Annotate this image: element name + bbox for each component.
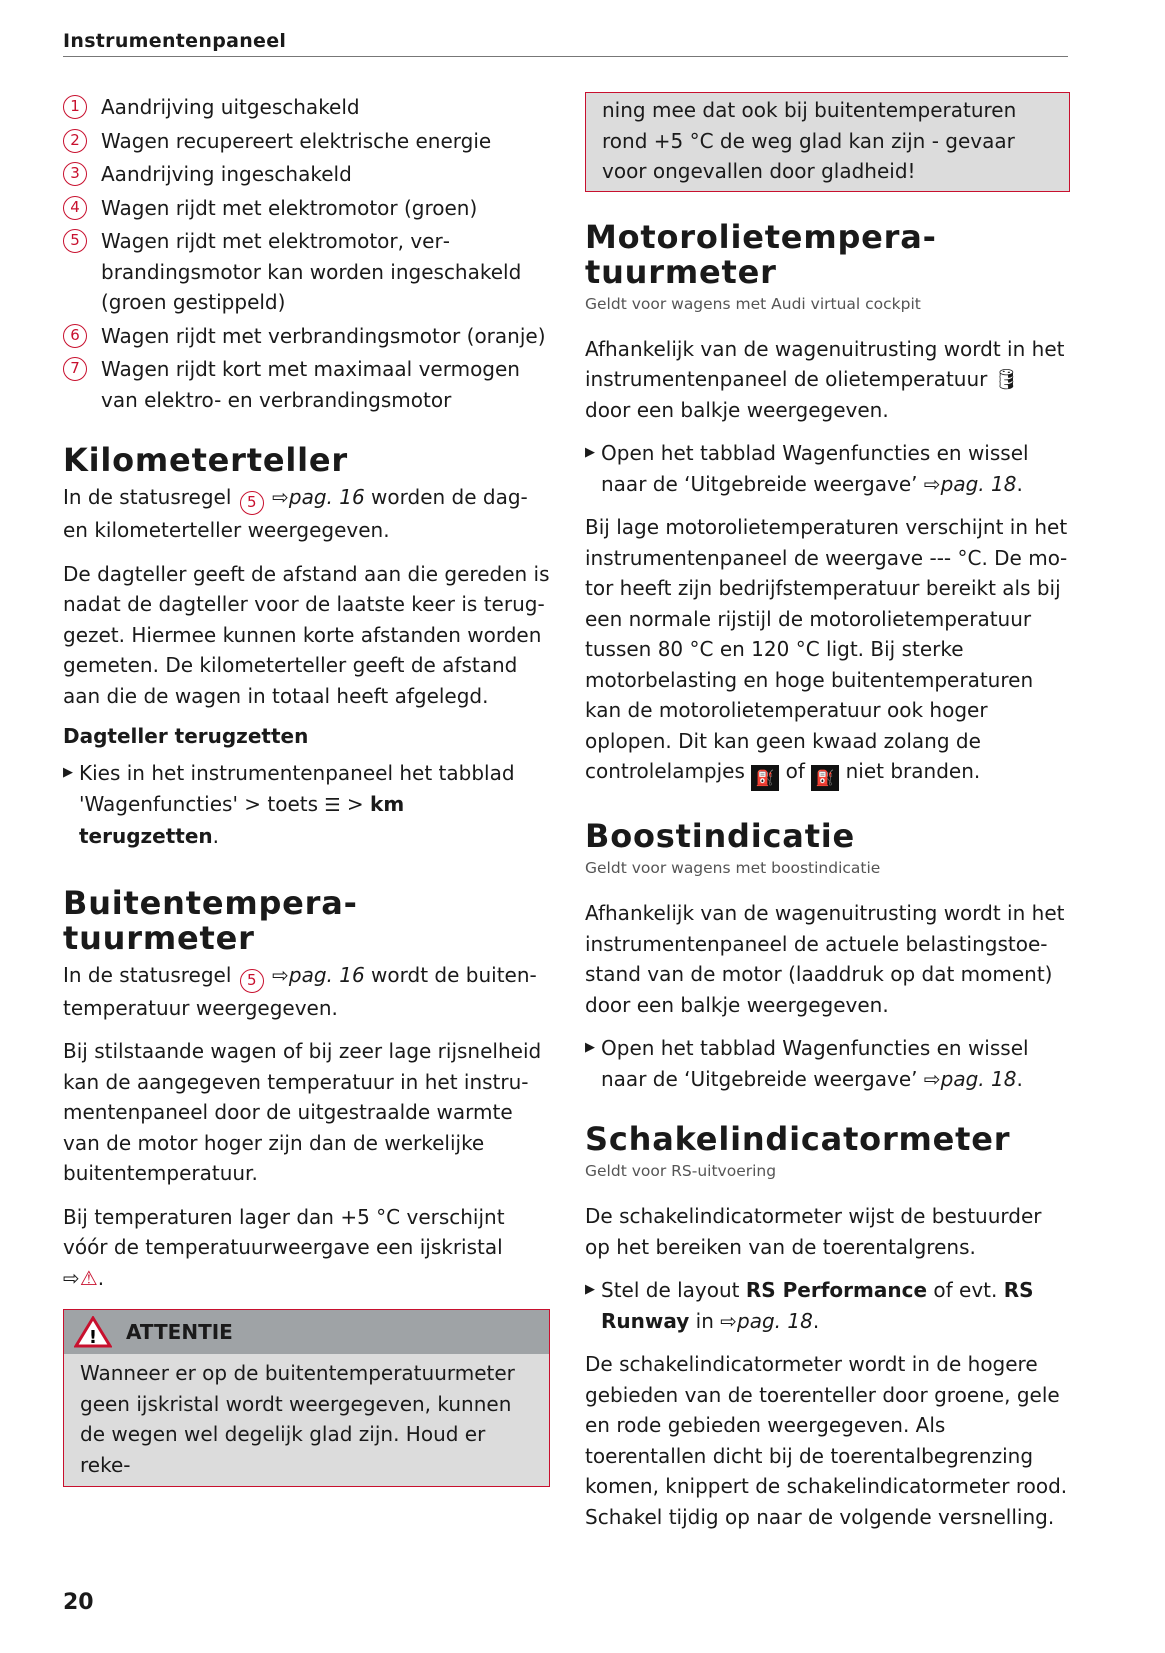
page-link[interactable]: pag. 18 xyxy=(940,471,1017,496)
section-title-km: Kilometerteller xyxy=(63,441,348,479)
arrow-ref-icon: ⇨ xyxy=(272,485,289,509)
section-title-oil: Motorolietempera- tuurmeter xyxy=(585,217,937,291)
oil-temp-icon: 🛢 xyxy=(993,367,1020,391)
warning-title: ATTENTIE xyxy=(126,1320,233,1344)
warning-text: Wanneer er op de buitentemperatuurmeter geen ijskristal wordt weergegeven, kunnen de wegen wel degelijk glad zijn. Houd er reke- xyxy=(64,1354,549,1486)
step-reset: ▶ Kies in het instrumentenpaneel het tabblad 'Wagenfuncties' > toets ☰ > km terugzetten. xyxy=(63,758,550,852)
legend-text: Wagen rijdt met elektromotor, verbrandingsmotor kan worden ingeschakeld (groen gestippeld) xyxy=(101,229,522,314)
km-p1: In de statusregel 5 ⇨pag. 16 worden de dag- en kilometerteller weergegeven. xyxy=(63,485,528,542)
legend-item xyxy=(63,321,550,352)
legend-text: Wagen recupereert elektrische energie xyxy=(101,128,492,153)
right-column xyxy=(585,92,1070,1545)
warning-triangle-icon xyxy=(74,1316,112,1348)
legend-item xyxy=(63,193,550,224)
callout-number: 7 xyxy=(63,357,87,381)
callout-number: 2 xyxy=(63,129,87,153)
applies-note: Geldt voor wagens met boostindicatie xyxy=(585,859,881,877)
page-number: 20 xyxy=(63,1590,94,1615)
step-triangle-icon: ▶ xyxy=(585,445,595,460)
section-title-shift: Schakelindicatormeter xyxy=(585,1120,1011,1158)
menu-button-icon: ☰ xyxy=(324,794,341,816)
legend-item xyxy=(63,354,550,415)
callout-number: 1 xyxy=(63,95,87,119)
warning-box-continued: ning mee dat ook bij buitentemperaturen rond +5 °C de weg glad kan zijn - gevaar voor ongevallen door gladheid! xyxy=(585,92,1070,192)
km-p2: De dagteller geeft de afstand aan die gereden is nadat de dagteller voor de laatste keer is teruggezet. Hiermee kunnen korte afstanden worden gemeten. De kilometerteller geeft de afstand aan die de wagen in totaal heeft afgelegd. xyxy=(63,561,550,708)
left-column xyxy=(63,92,550,1503)
page-link[interactable]: pag. 18 xyxy=(737,1308,813,1333)
boost-p1: Afhankelijk van de wagenuitrusting wordt in het instrumentenpaneel de actuele belastingstoestand van de motor (laaddruk op dat moment) door een balkje weergegeven. xyxy=(585,901,1065,1017)
applies-note: Geldt voor RS-uitvoering xyxy=(585,1162,777,1180)
step-triangle-icon: ▶ xyxy=(63,765,73,780)
legend-item xyxy=(63,126,550,157)
warning-triangle-icon: ⚠ xyxy=(79,1265,98,1290)
shift-p1: De schakelindicatormeter wijst de bestuurder op het bereiken van de toerentalgrens. xyxy=(585,1204,1042,1259)
section-title-boost: Boostindicatie xyxy=(585,817,856,855)
oil-warning-yellow-icon: ⛽ xyxy=(811,765,839,791)
running-header: Instrumentenpaneel xyxy=(63,30,1068,57)
legend-text: Wagen rijdt kort met maximaal vermogen van elektro- en verbrandingsmotor xyxy=(101,357,520,412)
step-shift: ▶ Stel de layout RS Performance of evt. RS Runway in ⇨pag. 18. xyxy=(585,1275,1070,1336)
svg-text:!: ! xyxy=(88,1327,98,1348)
legend-item xyxy=(63,92,550,123)
callout-number: 3 xyxy=(63,162,87,186)
callout-number: 5 xyxy=(63,229,87,253)
callout-number: 6 xyxy=(63,324,87,348)
callout-5: 5 xyxy=(240,491,264,515)
arrow-ref-icon: ⇨ xyxy=(272,962,289,987)
shift-p2: De schakelindicatormeter wordt in de hogere gebieden van de toerenteller door groene, gele en rode gebieden weergegeven. Als toerentallen dicht bij de toerentalbegrenzing komen, knippert de schakelindicatormeter rood. Schakel tijdig op naar de volgende versnelling. xyxy=(585,1352,1068,1529)
legend-text: Wagen rijdt met elektromotor (groen) xyxy=(101,195,478,220)
bt-p2: Bij stilstaande wagen of bij zeer lage rijsnelheid kan de aangegeven temperatuur in het instrumentenpaneel door de uitgestraalde warmte van de motor hoger zijn dan de werkelijke buitentemperatuur. xyxy=(63,1039,542,1185)
page-link[interactable]: pag. 16 xyxy=(288,962,365,987)
step-boost: ▶ Open het tabblad Wagenfuncties en wissel naar de ‘Uitgebreide weergave’ ⇨pag. 18. xyxy=(585,1033,1070,1094)
page-link[interactable]: pag. 16 xyxy=(288,485,365,509)
step-triangle-icon: ▶ xyxy=(585,1040,595,1055)
step-oil: ▶ Open het tabblad Wagenfuncties en wissel naar de ‘Uitgebreide weergave’ ⇨pag. 18. xyxy=(585,438,1070,499)
bt-p1: In de statusregel 5 ⇨pag. 16 wordt de buitentemperatuur weergegeven. xyxy=(63,962,537,1020)
legend-text: Wagen rijdt met verbrandingsmotor (oranje) xyxy=(101,323,546,348)
bt-p3: Bij temperaturen lager dan +5 °C verschijnt vóór de temperatuurweergave een ijskristal ⇨⚠. xyxy=(63,1204,505,1290)
legend-text: Aandrijving ingeschakeld xyxy=(101,162,352,186)
callout-5: 5 xyxy=(240,969,264,993)
legend-list xyxy=(63,92,550,415)
oil-p2: Bij lage motorolietemperaturen verschijnt in het instrumentenpaneel de weergave --- °C. De motor heeft zijn bedrijfstemperatuur bereikt als bij een normale rijstijl de motorolietemperatuur tussen 80 °C en 120 °C ligt. Bij sterke motorbelasting en hoge buitentemperaturen kan de motorolietemperatuur ook hoger oplopen. Dit kan geen kwaad zolang de controlelampjes ⛽ of ⛽ niet branden. xyxy=(585,512,1070,791)
legend-item xyxy=(63,226,550,318)
legend-item xyxy=(63,159,550,190)
page-link[interactable]: pag. 18 xyxy=(940,1066,1017,1091)
warning-box xyxy=(63,1309,550,1487)
section-title-outside-temp: Buitentempera- tuurmeter xyxy=(63,883,358,957)
step-triangle-icon: ▶ xyxy=(585,1282,595,1297)
legend-text: Aandrijving uitgeschakeld xyxy=(101,95,360,119)
subtitle-reset: Dagteller terugzetten xyxy=(63,724,309,748)
oil-warning-red-icon: ⛽ xyxy=(751,765,779,791)
callout-number: 4 xyxy=(63,196,87,220)
oil-p1: Afhankelijk van de wagenuitrusting wordt in het instrumentenpaneel de olietemperatuur 🛢 door een balkje weergegeven. xyxy=(585,336,1065,422)
applies-note: Geldt voor wagens met Audi virtual cockpit xyxy=(585,294,921,313)
